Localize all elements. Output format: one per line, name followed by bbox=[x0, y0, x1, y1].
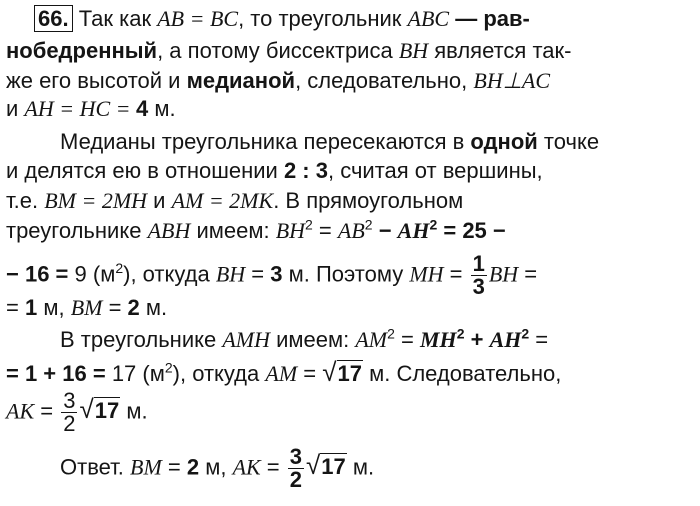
p3-line-2: = 1 + 16 = 17 $(м^2)$, откуда AM = √17 м. Следовательно, bbox=[6, 357, 562, 387]
fraction-one-third: $\frac{1}{3}$ bbox=[472, 251, 485, 299]
p2-line-5: − 16 = 9 $(м^2)$, откуда BH = 3 м. Поэтому MH = $\frac{1}{3}$ BH = bbox=[6, 251, 538, 299]
p1-line-3: же его высотой и медианой, следовательно, BH⊥AC bbox=[6, 68, 550, 93]
p1-line-4: и AH = HC = 4 м. bbox=[6, 96, 176, 121]
p2-line-6: = 1 м, BM = 2 м. bbox=[6, 295, 168, 320]
fraction-three-halves: $\frac{3}{2}$ bbox=[63, 388, 76, 436]
p2-line-1: Медианы треугольника пересекаются в одной точке bbox=[60, 129, 600, 154]
sqrt-17: √17 bbox=[79, 394, 120, 425]
p2-line-2: и делятся ею в отношении 2 : 3, считая от вершины, bbox=[6, 158, 543, 183]
sqrt-17: √17 bbox=[322, 357, 362, 387]
fraction-three-halves: $\frac{3}{2}$ bbox=[289, 444, 303, 492]
problem-number: 66. bbox=[34, 5, 73, 32]
p3-line-3: AK = $\frac{3}{2}$ √17 м. bbox=[6, 388, 148, 436]
p3-line-1: В треугольнике AMH имеем: $AM^2 = MH^2 + AH^2$ = bbox=[60, 325, 549, 352]
p2-line-3: т.е. BM = 2MH и AM = 2MK. В прямоугольном bbox=[6, 188, 464, 213]
sqrt-17: √17 bbox=[306, 450, 346, 481]
p1-line-2: нобедренный, а потому биссектриса BH является так- bbox=[6, 38, 572, 63]
answer-line: Ответ. BM = 2 м, AK = $\frac{3}{2}$ √17 м. bbox=[60, 444, 375, 492]
p2-line-4: треугольнике ABH имеем: $BH^2 = AB^2 - AH^2 = 25$ − bbox=[6, 216, 506, 243]
p1-line-1: 66. Так как AB = BC, то треугольник ABC — рав- bbox=[34, 8, 530, 30]
